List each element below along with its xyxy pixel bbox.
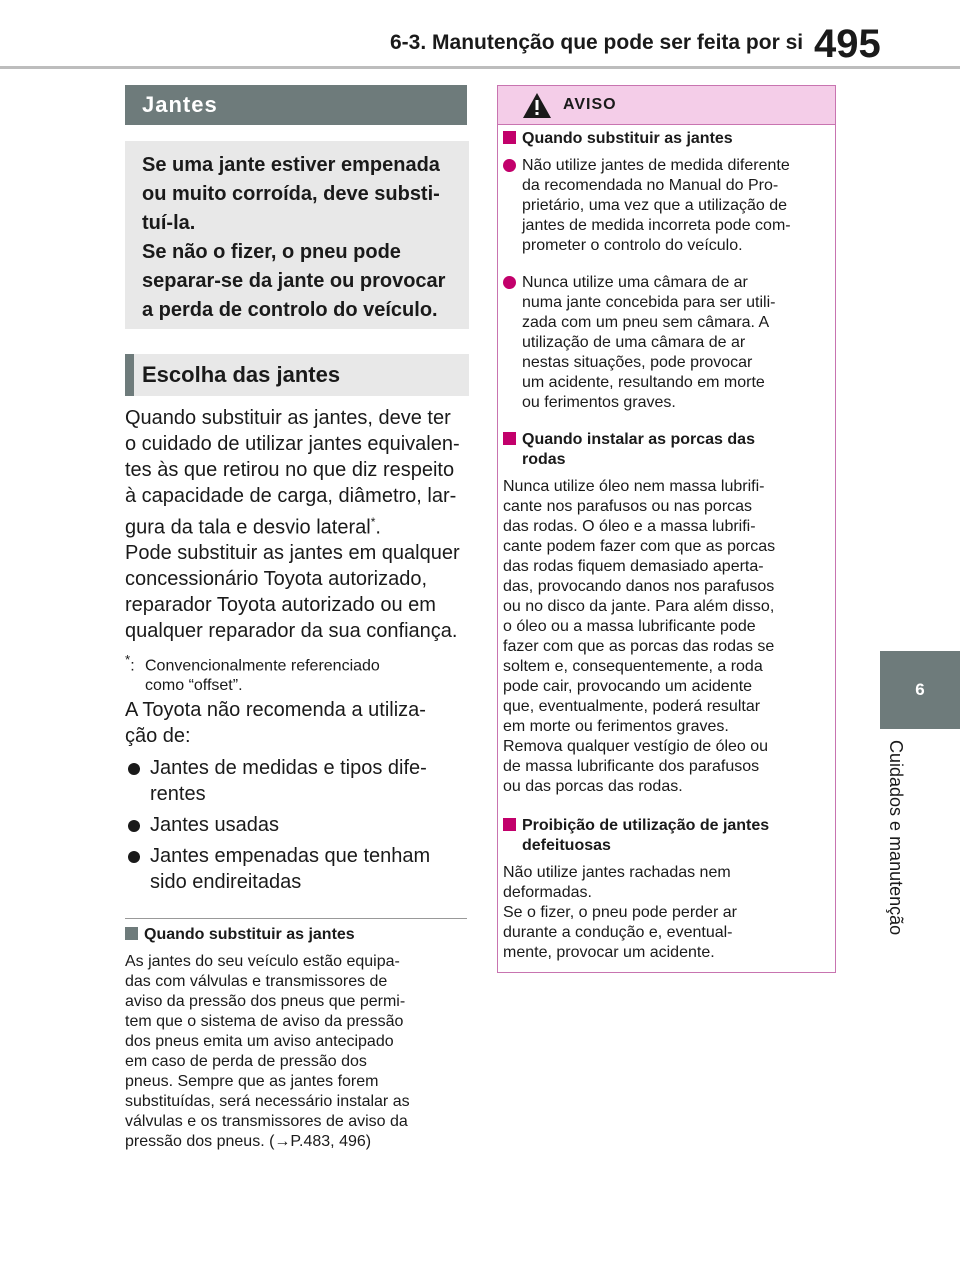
- jantes-heading: Jantes: [125, 85, 467, 125]
- page-number: 495: [814, 22, 881, 66]
- chapter-number: 6: [915, 680, 925, 699]
- chapter-tab[interactable]: [880, 651, 960, 729]
- escolha-paragraph-1: Quando substituir as jantes, deve ter o cuidado de utilizar jantes equivalen- tes às que retirou no que diz respeito à capacidade de carga, diâmetro, lar- gura da tala e desvio lateral*.: [125, 407, 460, 539]
- bullet-icon: [128, 820, 140, 832]
- list-item: Jantes de medidas e tipos dife- rentes: [125, 755, 470, 809]
- warning-heading-1: Quando substituir as jantes: [503, 129, 828, 149]
- escolha-heading: Escolha das jantes: [125, 354, 469, 396]
- warning-heading-3: Proibição de utilização de jantes defeituosas: [503, 816, 828, 856]
- arrow-icon: →: [274, 1133, 291, 1150]
- subsection-body: As jantes do seu veículo estão equipa- das com válvulas e transmissores de aviso da pressão dos pneus que permi- tem que o sistema de aviso da pressão dos pneus emita um aviso antecipado em caso de perda de pressão dos pneus. Sempre que as jantes forem substituídas, será necessário instalar as válvulas e os transmissores de aviso da pressão dos pneus. (→P.483, 496): [125, 953, 410, 1150]
- escolha-paragraph-2: Pode substituir as jantes em qualquer concessionário Toyota autorizado, reparador Toyota autorizado ou em qualquer reparador da sua confiança.: [125, 542, 460, 642]
- bullet-icon: [503, 159, 516, 172]
- escolha-paragraph-3: A Toyota não recomenda a utiliza- ção de:: [125, 699, 426, 747]
- list-item: Não utilize jantes de medida diferente da recomendada no Manual do Pro- prietário, uma vez que a utilização de jantes de medida incorreta pode com- prometer o controlo do veículo.: [503, 156, 828, 256]
- warning-header: AVISO: [498, 86, 835, 124]
- warning-paragraph-2: Nunca utilize óleo nem massa lubrifi- cante nos parafusos ou nas porcas das rodas. O óleo e a massa lubrifi- cante podem fazer com que as porcas das rodas fiquem demasiado aperta- das, provocando danos nos parafusos ou no disco da jante. Para além disso, o óleo ou a massa lubrificante pode fazer com que as porcas das rodas se soltem e, consequentemente, a roda pode cair, provocando um acidente que, eventualmente, poderá resultar em morte ou ferimentos graves. Remova qualquer vestígio de óleo ou de massa lubrificante dos parafusos ou das porcas das rodas.: [503, 478, 776, 795]
- footnote-ref: *: [370, 515, 376, 529]
- heading-accent: [125, 354, 134, 396]
- square-bullet-icon: [125, 927, 138, 940]
- warning-paragraph-3: Não utilize jantes rachadas nem deformadas. Se o fizer, o pneu pode perder ar durante a condução e, eventual- mente, provocar um acidente.: [503, 864, 737, 961]
- list-item: Nunca utilize uma câmara de ar numa jante concebida para ser utili- zada com um pneu sem câmara. A utilização de uma câmara de ar nestas situações, pode provocar um acidente, resultando em morte ou ferimentos graves.: [503, 273, 828, 413]
- square-bullet-icon: [503, 818, 516, 831]
- subsection-heading: Quando substituir as jantes: [125, 926, 355, 944]
- warning-header-divider: [498, 124, 835, 125]
- page-reference-link[interactable]: P.483, 496): [290, 1133, 372, 1150]
- square-bullet-icon: [503, 432, 516, 445]
- warning-heading-2: Quando instalar as porcas das rodas: [503, 430, 828, 470]
- square-bullet-icon: [503, 131, 516, 144]
- bullet-icon: [503, 276, 516, 289]
- footnote: *: Convencionalmente referenciado como “offset”.: [125, 652, 380, 695]
- section-title: 6-3. Manutenção que pode ser feita por si: [390, 31, 804, 54]
- chapter-label: Cuidados e manutenção: [886, 740, 906, 936]
- bullet-icon: [128, 763, 140, 775]
- list-item: Jantes empenadas que tenham sido endireitadas: [125, 843, 470, 897]
- bullet-icon: [128, 851, 140, 863]
- list-item: Jantes usadas: [125, 812, 470, 840]
- jantes-summary-box: [125, 141, 469, 329]
- warning-triangle-icon: [522, 92, 552, 119]
- jantes-summary-text: Se uma jante estiver empenada ou muito corroída, deve substi- tuí-la. Se não o fizer, o pneu pode separar-se da jante ou provocar a perda de controlo do veículo.: [142, 154, 446, 321]
- subsection-divider: [125, 918, 467, 919]
- header-divider: [0, 66, 960, 69]
